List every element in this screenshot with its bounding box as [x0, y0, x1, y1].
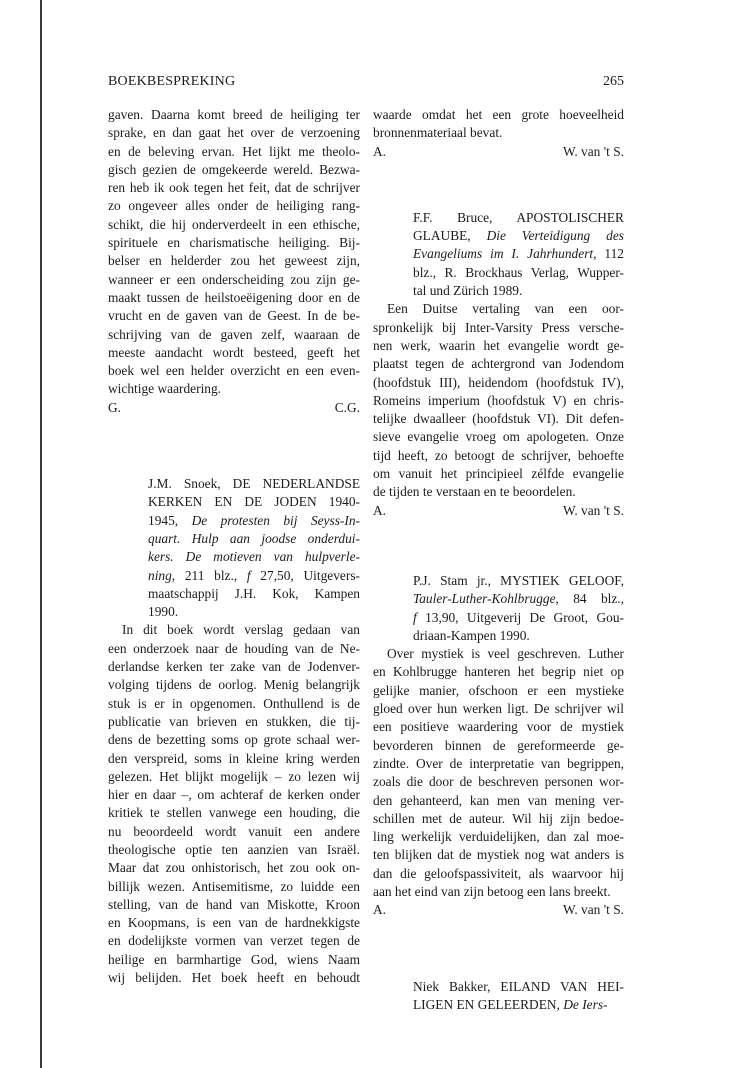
text-line: derlandse kerken ter zake van de Jodenver- — [108, 659, 360, 675]
review-heading-bakker — [373, 978, 624, 1015]
heading-line: ning, 211 blz., f 27,50, Uitgevers- — [148, 567, 360, 583]
text-line: schillen met de auteur. Wil hij zijn bedoe- — [373, 810, 624, 826]
text-line: hier en daar –, om achteraf de kerken onder — [108, 787, 360, 803]
text-line: Over mystiek is veel geschreven. Luther — [387, 646, 624, 662]
text-line: een onderzoek naar de houding van de Ne- — [108, 640, 360, 656]
heading-line: Niek Bakker, EILAND VAN HEI- — [413, 978, 624, 994]
heading-line: blz., R. Brockhaus Verlag, Wupper- — [413, 264, 624, 280]
heading-line: F.F. Bruce, APOSTOLISCHER — [413, 209, 624, 225]
heading-line: 1945, De protesten bij Seyss-In- — [148, 512, 360, 528]
signature-initial: A. — [373, 902, 387, 918]
text-line: stelling, van de hand van Miskotte, Kroon — [108, 896, 360, 912]
text-line: den verspreid, soms in kleine kring werden — [108, 750, 360, 766]
heading-line: f 13,90, Uitgeverij De Groot, Gou- — [413, 609, 624, 625]
text-line: zindte. Over de interpretatie van begrippen, — [373, 755, 624, 771]
text-line: gelezen. Het blijkt mogelijk – zo lezen wij — [108, 768, 360, 784]
heading-line: P.J. Stam jr., MYSTIEK GELOOF, — [413, 572, 624, 588]
review-body-snoek — [108, 621, 360, 987]
review-heading-stam — [373, 572, 624, 645]
reviewer-signature — [373, 143, 624, 161]
review-body-stam — [373, 645, 624, 919]
text-line: stuk is er in opgenomen. Onthullend is de — [108, 695, 360, 711]
text-line: heilige en barmhartige God, wiens Naam — [108, 951, 360, 967]
text-line: In dit boek wordt verslag gedaan van — [122, 622, 360, 638]
heading-line: KERKEN EN DE JODEN 1940- — [148, 494, 360, 510]
heading-line: driaan-Kampen 1990. — [413, 627, 530, 643]
reviewer-signature — [373, 901, 624, 919]
review-heading-bruce — [373, 209, 624, 300]
text-line: de tijden te verstaan en te beoordelen. — [373, 484, 576, 500]
text-line: schikt, die hij onderverdeelt in een ethische, — [108, 216, 360, 232]
text-line: zoals die door de beschreven personen wor- — [373, 774, 624, 790]
text-line: volging tijdens de oorlog. Menig belangrijk — [108, 677, 360, 693]
signature-name: C.G. — [334, 399, 360, 415]
text-line: Een Duitse vertaling van een oor- — [387, 301, 624, 317]
signature-initial: A. — [373, 143, 387, 159]
text-line: ten blijken dat de mystiek nog wat anders is — [373, 847, 624, 863]
heading-line: GLAUBE, Die Verteidigung des — [413, 228, 624, 244]
heading-line: tal und Zürich 1989. — [413, 283, 523, 299]
signature-name: W. van 't S. — [562, 143, 624, 159]
text-line: gisch gezien de omgekeerde wereld. Bezwa- — [108, 161, 360, 177]
text-line: sprake, en dan gaat het over de verzoening — [108, 125, 360, 141]
reviewer-signature — [108, 399, 360, 417]
text-line: zo ongeveer alles onder de heiliging rang- — [108, 198, 360, 214]
review-continuation — [108, 106, 360, 417]
left-column — [108, 106, 360, 987]
text-line: wichtige waardering. — [108, 381, 222, 397]
text-line: meeste aandacht wordt besteed, geeft het — [108, 344, 360, 360]
text-line: bronnenmateriaal bevat. — [373, 125, 503, 141]
heading-line: maatschappij J.H. Kok, Kampen — [148, 585, 360, 601]
reviewer-signature — [373, 502, 624, 520]
heading-line: J.M. Snoek, DE NEDERLANDSE — [148, 476, 360, 492]
signature-initial: A. — [373, 502, 387, 518]
heading-line: LIGEN EN GELEERDEN, De Iers- — [413, 996, 608, 1012]
text-line: belser en helderder zou het geweest zijn, — [108, 253, 360, 269]
text-line: een positieve waardering voor de mystiek — [373, 719, 624, 735]
text-line: boek wel een helder overzicht en een even- — [108, 363, 360, 379]
text-line: maakt tussen de heilstoeëigening door en de — [108, 289, 360, 305]
heading-line: Tauler-Luther-Kohlbrugge, 84 blz., — [413, 591, 624, 607]
right-column — [373, 106, 624, 1014]
signature-name: W. van 't S. — [562, 902, 624, 918]
text-line: telijke dwaalleer (hoofdstuk VI). Dit defen- — [373, 411, 624, 427]
text-line: bevorderen binnen de gereformeerde ge- — [373, 737, 624, 753]
text-line: en de beleving ervan. Het lijkt me theolo- — [108, 143, 360, 159]
text-line: en dodelijkste vormen van verzet tegen de — [108, 933, 360, 949]
text-line: gloed over hun werken ligt. De schrijver wil — [373, 701, 624, 717]
review-body-bruce — [373, 300, 624, 520]
text-line: wij belijden. Het boek heeft en behoudt — [108, 970, 360, 986]
text-line: billijk wezen. Antisemitisme, zo luidde een — [108, 878, 360, 894]
text-line: aan het eind van zijn betoog een lans breekt. — [373, 883, 611, 899]
review-continuation-snoek — [373, 106, 624, 161]
text-line: wanneer er een onderscheiding zou zijn ge- — [108, 271, 360, 287]
text-line: nen werk, waarin het evangelie wordt ge- — [373, 337, 624, 353]
text-line: tijd heeft, zo betoogt de schrijver, behoefte — [373, 447, 624, 463]
text-line: schrijving van de gaven zelf, waaraan de — [108, 326, 360, 342]
book-gutter — [0, 0, 40, 1068]
signature-name: W. van 't S. — [562, 502, 624, 518]
text-line: om vanuit het principieel zélfde evangelie — [373, 466, 624, 482]
text-line: plaatst tegen de achtergrond van Jodendom — [373, 356, 624, 372]
page-number: 265 — [603, 74, 624, 89]
text-line: dan die geloofspassiviteit, als waarvoor hij — [373, 865, 624, 881]
heading-line: quart. Hulp aan joodse onderdui- — [148, 530, 360, 546]
text-line: en Kohlbrugge hanteren het begrip niet op — [373, 664, 624, 680]
text-line: spronkelijk bij Inter-Varsity Press versche- — [373, 319, 624, 335]
text-line: (hoofdstuk III), heidendom (hoofdstuk IV), — [373, 374, 624, 390]
text-line: Maar dat zou onhistorisch, het zou ook on- — [108, 860, 360, 876]
heading-line: 1990. — [148, 604, 179, 620]
text-line: theologische optie ten aanzien van Israël. — [108, 841, 360, 857]
text-line: dens de bezetting soms op grote schaal wer- — [108, 732, 360, 748]
gutter-edge-line — [40, 0, 42, 1068]
text-line: nu beoordeeld wordt vanuit een andere — [108, 823, 360, 839]
text-line: gaven. Daarna komt breed de heiliging ter — [108, 107, 360, 122]
text-line: spirituele en charismatische heiliging. Bij- — [108, 235, 360, 251]
heading-line: kers. De motieven van hulpverle- — [148, 549, 360, 565]
text-line: vrucht en de gaven van de Geest. In de be- — [108, 308, 360, 324]
review-heading-snoek — [108, 475, 360, 621]
text-line: waarde omdat het een grote hoeveelheid — [373, 107, 624, 122]
text-line: sieve evangelie vroeg om apologeten. Onze — [373, 429, 624, 445]
text-line: gelijke manier, ofschoon er een mystieke — [373, 682, 624, 698]
text-line: ling werkelijk verduidelijken, dan zal moe- — [373, 829, 624, 845]
text-line: publicatie van brieven en stukken, die tij- — [108, 713, 360, 729]
running-title: BOEKBESPREKING — [108, 74, 236, 89]
signature-initial: G. — [108, 399, 122, 415]
text-line: ren heb ik ook tegen het feit, dat de schrijver — [108, 180, 360, 196]
heading-line: Evangeliums im I. Jahrhundert, 112 — [413, 246, 625, 262]
text-line: en Koopmans, is een van de hardnekkigste — [108, 915, 360, 931]
text-line: den gehanteerd, kan men van mening ver- — [373, 792, 624, 808]
text-line: Romeins imperium (hoofdstuk V) en chris- — [373, 392, 624, 408]
text-line: kritiek te stellen vanwege een houding, die — [108, 805, 360, 821]
